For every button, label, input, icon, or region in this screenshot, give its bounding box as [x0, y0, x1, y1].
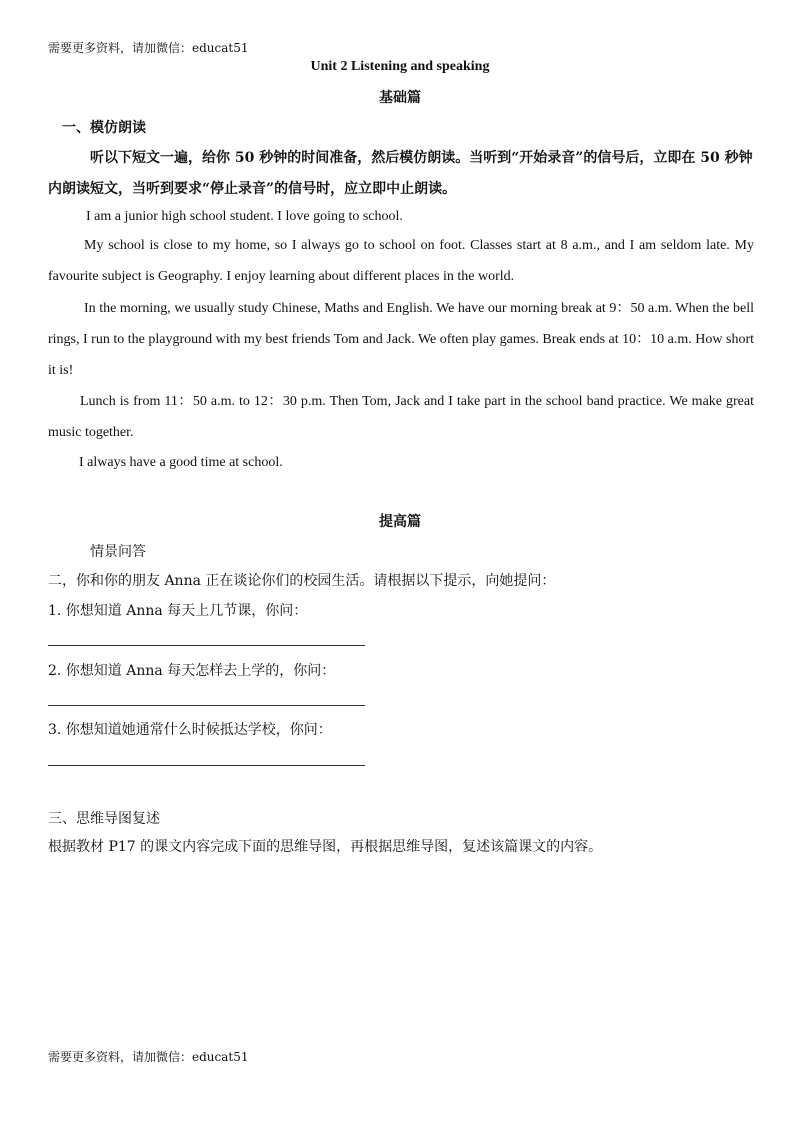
task-3-title: 三、思维导图复述 [48, 811, 160, 827]
header-note: 需要更多资料，请加微信：educat51 [48, 41, 249, 55]
passage-paragraph: My school is close to my home, so I always go to school on foot. Classes start at 8 a.m., and I am seldom late. My favourite subject is Geography. I enjoy learning about different places in the world. [48, 238, 754, 284]
passage-paragraph: I am a junior high school student. I love going to school. [86, 209, 403, 224]
footer-note: 需要更多资料，请加微信：educat51 [48, 1050, 249, 1064]
scenario-label: 情景问答 [90, 544, 146, 560]
reading-instruction: 听以下短文一遍，给你 50 秒钟的时间准备，然后模仿朗读。当听到“开始录音”的信号后，立即在 50 秒钟内朗读短文，当听到要求“停止录音”的信号时，应立即中止朗读。 [48, 150, 753, 197]
answer-line-1[interactable] [48, 645, 365, 646]
passage-paragraph: Lunch is from 11：50 a.m. to 12：30 p.m. Then Tom, Jack and I take part in the school band practice. We make great music together. [48, 394, 754, 440]
task-3-description: 根据教材 P17 的课文内容完成下面的思维导图，再根据思维导图，复述该篇课文的内容。 [48, 839, 603, 855]
task-2-instruction: 二，你和你的朋友 Anna 正在谈论你们的校园生活。请根据以下提示，向她提问： [48, 573, 556, 589]
answer-line-2[interactable] [48, 705, 365, 706]
question-3: 3. 你想知道她通常什么时候抵达学校，你问： [48, 722, 332, 738]
answer-line-3[interactable] [48, 765, 365, 766]
passage-paragraph: I always have a good time at school. [79, 455, 283, 470]
unit-title: Unit 2 Listening and speaking [310, 59, 490, 74]
basic-level-label: 基础篇 [379, 90, 421, 106]
passage-paragraph: In the morning, we usually study Chinese, Maths and English. We have our morning break at 9：50 a.m. When the bell rings, I run to the playground with my best friends Tom and Jack. We often play games. Break ends at 10：10 a.m. How short it is! [48, 301, 754, 378]
question-2: 2. 你想知道 Anna 每天怎样去上学的，你问： [48, 663, 336, 679]
section-1-title: 一、模仿朗读 [62, 120, 146, 136]
question-1: 1. 你想知道 Anna 每天上几节课，你问： [48, 603, 308, 619]
advanced-level-label: 提高篇 [379, 514, 421, 530]
